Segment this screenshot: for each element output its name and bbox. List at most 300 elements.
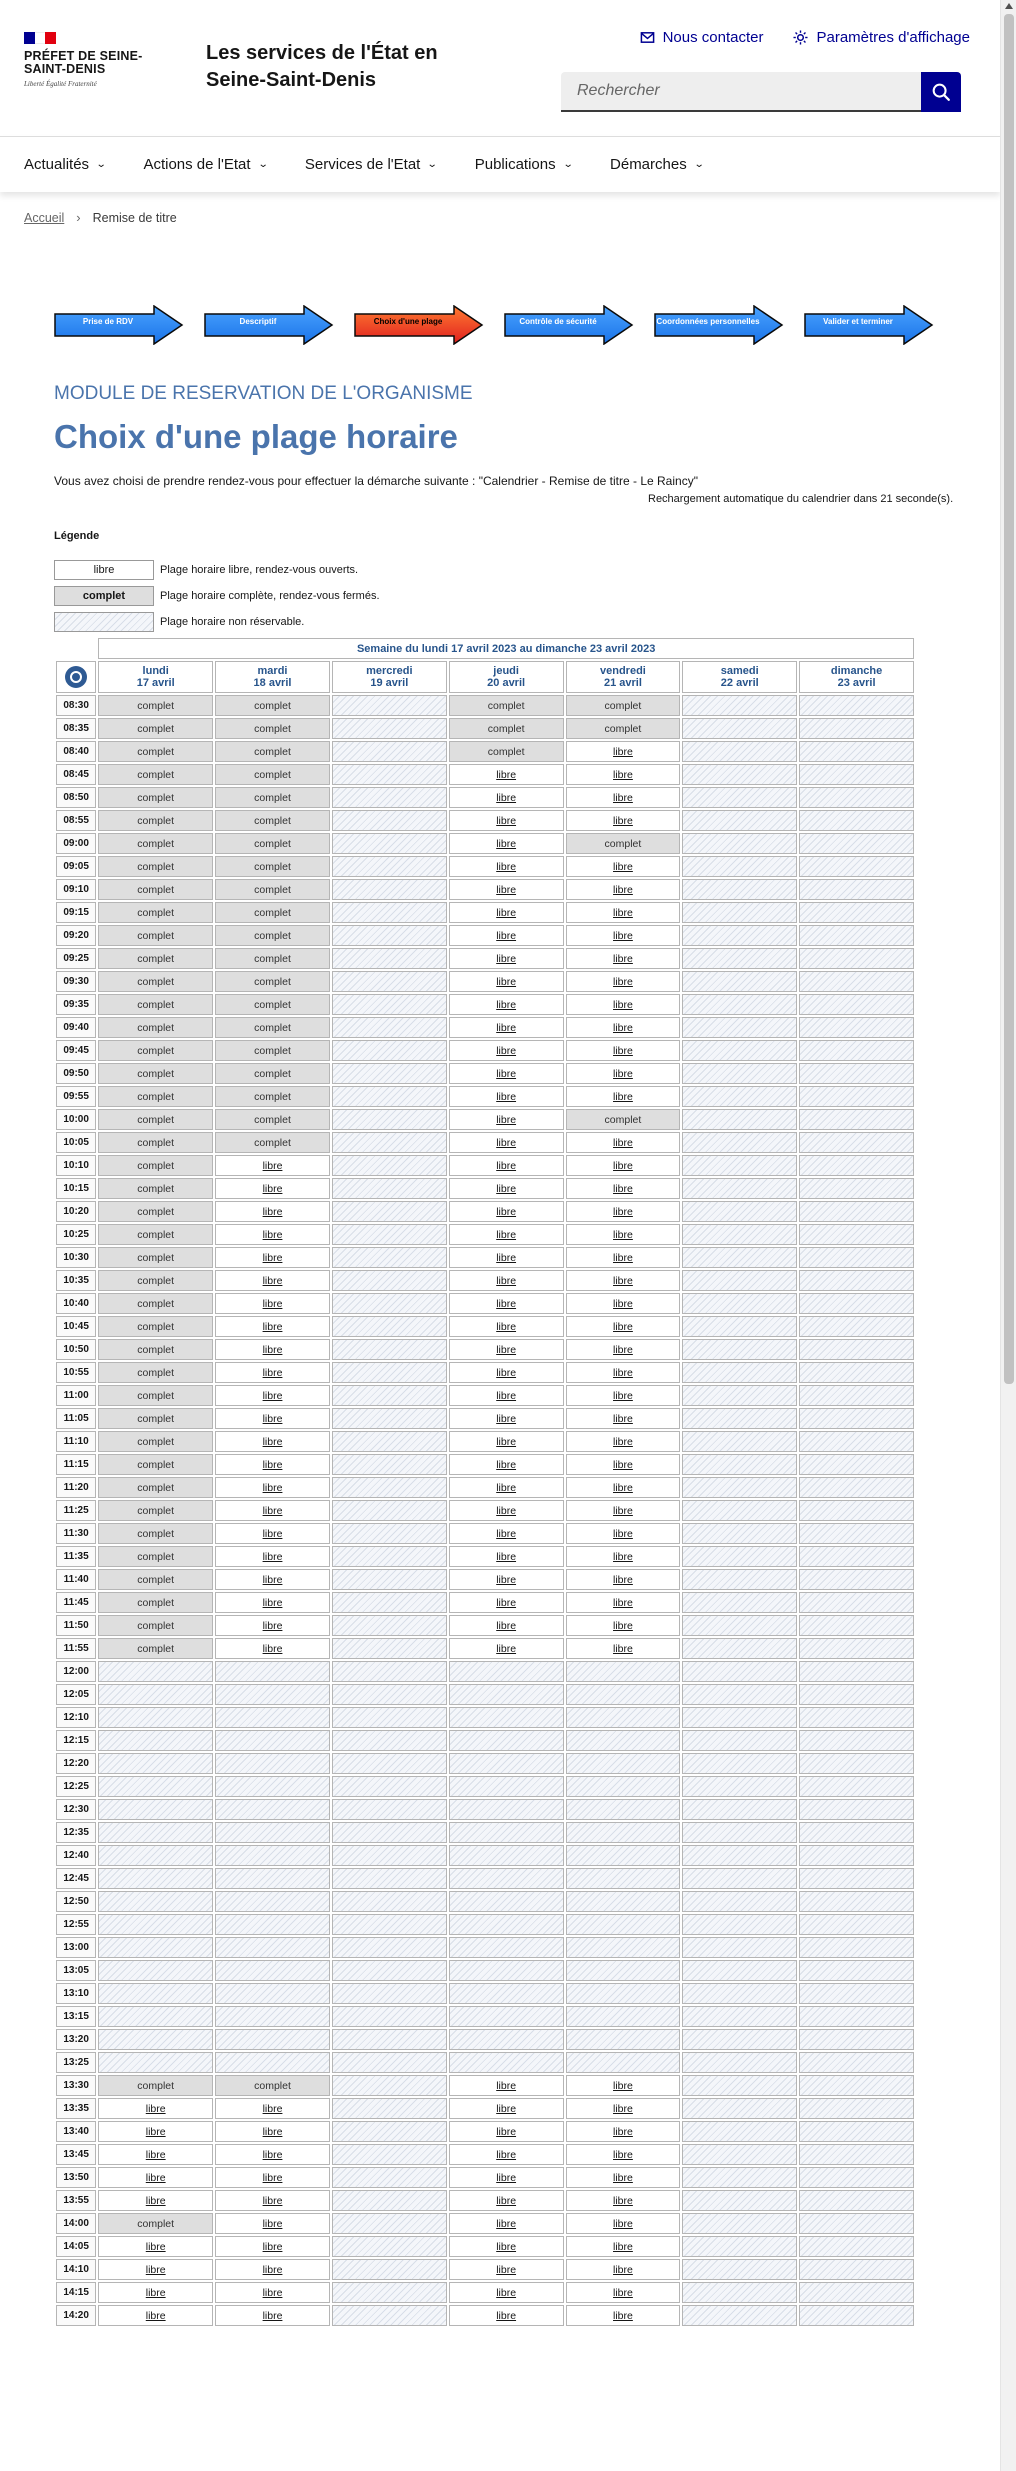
site-title[interactable]: Les services de l'État en Seine-Saint-Denis [206,42,438,91]
slot-libre-link[interactable]: libre [496,1320,517,1333]
slot-libre[interactable] [215,1638,330,1659]
slot-libre-link[interactable]: libre [496,814,517,827]
slot-libre-link[interactable]: libre [496,1550,517,1563]
slot-libre[interactable] [215,2259,330,2280]
slot-libre-link[interactable]: libre [145,2240,166,2253]
step-3[interactable] [504,305,634,345]
slot-libre-link[interactable]: libre [262,1504,283,1517]
slot-libre-link[interactable]: libre [613,1527,633,1540]
slot-libre-link[interactable]: libre [262,2240,283,2253]
slot-libre[interactable] [449,787,564,808]
slot-libre[interactable] [566,1316,681,1337]
slot-libre-link[interactable]: libre [613,1642,633,1655]
slot-libre-link[interactable]: libre [613,2217,633,2230]
slot-libre-link[interactable]: libre [613,1366,633,1379]
slot-libre-link[interactable]: libre [262,1550,283,1563]
slot-libre[interactable] [566,787,681,808]
slot-libre[interactable] [449,1224,564,1245]
slot-libre[interactable] [98,2236,213,2257]
slot-libre-link[interactable]: libre [262,2217,283,2230]
slot-libre-link[interactable]: libre [262,1320,283,1333]
slot-libre-link[interactable]: libre [496,1527,517,1540]
slot-libre-link[interactable]: libre [496,1619,517,1632]
slot-libre[interactable] [566,1178,681,1199]
contact-link[interactable] [640,29,764,46]
slot-libre-link[interactable]: libre [262,2263,283,2276]
slot-libre[interactable] [215,2190,330,2211]
slot-libre[interactable] [449,2259,564,2280]
slot-libre-link[interactable]: libre [262,2148,283,2161]
slot-libre[interactable] [566,1132,681,1153]
slot-libre[interactable] [566,1293,681,1314]
slot-libre[interactable] [566,1224,681,1245]
slot-libre-link[interactable]: libre [262,1527,283,1540]
slot-libre-link[interactable]: libre [613,768,633,781]
slot-libre-link[interactable]: libre [262,1596,283,1609]
slot-libre[interactable] [566,2213,681,2234]
slot-libre[interactable] [449,1546,564,1567]
slot-libre[interactable] [215,2236,330,2257]
slot-libre[interactable] [566,1638,681,1659]
step-2[interactable] [354,305,484,345]
slot-libre-link[interactable]: libre [496,1274,517,1287]
slot-libre[interactable] [215,2121,330,2142]
slot-libre-link[interactable]: libre [496,998,517,1011]
slot-libre[interactable] [566,1408,681,1429]
slot-libre[interactable] [566,1017,681,1038]
slot-libre[interactable] [449,1086,564,1107]
slot-libre-link[interactable]: libre [613,2263,633,2276]
slot-libre-link[interactable]: libre [145,2171,166,2184]
slot-libre-link[interactable]: libre [496,1205,517,1218]
slot-libre[interactable] [98,2190,213,2211]
slot-libre[interactable] [566,1431,681,1452]
slot-libre-link[interactable]: libre [262,1343,283,1356]
slot-libre-link[interactable]: libre [262,1389,283,1402]
slot-libre-link[interactable]: libre [496,929,517,942]
slot-libre-link[interactable]: libre [496,1159,517,1172]
slot-libre-link[interactable]: libre [613,1435,633,1448]
slot-libre-link[interactable]: libre [496,1642,517,1655]
slot-libre-link[interactable]: libre [496,1458,517,1471]
slot-libre-link[interactable]: libre [496,1504,517,1517]
slot-libre[interactable] [566,2305,681,2326]
slot-libre[interactable] [566,1615,681,1636]
slot-libre[interactable] [566,902,681,923]
slot-libre[interactable] [215,1569,330,1590]
slot-libre-link[interactable]: libre [613,929,633,942]
slot-libre-link[interactable]: libre [145,2102,166,2115]
slot-libre[interactable] [566,2098,681,2119]
slot-libre-link[interactable]: libre [262,1205,283,1218]
slot-libre-link[interactable]: libre [262,1458,283,1471]
slot-libre[interactable] [566,948,681,969]
slot-libre-link[interactable]: libre [496,1481,517,1494]
slot-libre[interactable] [566,2282,681,2303]
slot-libre-link[interactable]: libre [613,2171,633,2184]
slot-libre-link[interactable]: libre [262,1182,283,1195]
slot-libre[interactable] [566,1155,681,1176]
slot-libre-link[interactable]: libre [613,1044,633,1057]
slot-libre-link[interactable]: libre [145,2194,166,2207]
slot-libre[interactable] [566,2144,681,2165]
slot-libre-link[interactable]: libre [613,2240,633,2253]
slot-libre-link[interactable]: libre [613,1412,633,1425]
slot-libre[interactable] [566,1086,681,1107]
step-5[interactable] [804,305,934,345]
slot-libre[interactable] [215,1339,330,1360]
slot-libre-link[interactable]: libre [496,2171,517,2184]
slot-libre[interactable] [566,1500,681,1521]
slot-libre[interactable] [566,925,681,946]
slot-libre[interactable] [215,1293,330,1314]
slot-libre[interactable] [215,1362,330,1383]
slot-libre-link[interactable]: libre [496,837,517,850]
slot-libre-link[interactable]: libre [496,1021,517,1034]
slot-libre[interactable] [566,1546,681,1567]
slot-libre-link[interactable]: libre [262,1251,283,1264]
slot-libre-link[interactable]: libre [496,2079,517,2092]
slot-libre-link[interactable]: libre [496,2263,517,2276]
search-button[interactable] [921,72,961,112]
slot-libre-link[interactable]: libre [496,1596,517,1609]
slot-libre-link[interactable]: libre [145,2309,166,2322]
breadcrumb-home-link[interactable]: Accueil [24,210,65,225]
slot-libre-link[interactable]: libre [496,1090,517,1103]
slot-libre[interactable] [449,2167,564,2188]
display-settings-link[interactable] [793,29,970,46]
slot-libre-link[interactable]: libre [496,2217,517,2230]
slot-libre[interactable] [566,1477,681,1498]
slot-libre[interactable] [566,994,681,1015]
slot-libre[interactable] [449,856,564,877]
slot-libre[interactable] [215,1247,330,1268]
slot-libre-link[interactable]: libre [613,1274,633,1287]
slot-libre-link[interactable]: libre [496,1573,517,1586]
slot-libre-link[interactable]: libre [262,2102,283,2115]
slot-libre-link[interactable]: libre [613,2125,633,2138]
slot-libre[interactable] [566,810,681,831]
slot-libre-link[interactable]: libre [262,2286,283,2299]
slot-libre[interactable] [566,741,681,762]
slot-libre[interactable] [449,1063,564,1084]
slot-libre[interactable] [449,1385,564,1406]
slot-libre-link[interactable]: libre [613,1619,633,1632]
slot-libre-link[interactable]: libre [613,2148,633,2161]
slot-libre-link[interactable]: libre [613,1458,633,1471]
prefet-logo[interactable] [24,32,174,88]
slot-libre-link[interactable]: libre [613,1067,633,1080]
slot-libre[interactable] [215,2213,330,2234]
slot-libre[interactable] [449,1316,564,1337]
slot-libre[interactable] [566,1385,681,1406]
slot-libre[interactable] [566,1523,681,1544]
slot-libre-link[interactable]: libre [496,1136,517,1149]
scrollbar-thumb[interactable] [1004,14,1014,1384]
slot-libre[interactable] [449,1362,564,1383]
slot-libre-link[interactable]: libre [262,2125,283,2138]
slot-libre-link[interactable]: libre [496,2286,517,2299]
slot-libre-link[interactable]: libre [613,1320,633,1333]
slot-libre-link[interactable]: libre [145,2286,166,2299]
slot-libre-link[interactable]: libre [613,1596,633,1609]
slot-libre-link[interactable]: libre [613,1297,633,1310]
slot-libre-link[interactable]: libre [262,1481,283,1494]
slot-libre-link[interactable]: libre [613,998,633,1011]
slot-libre-link[interactable]: libre [613,2286,633,2299]
slot-libre-link[interactable]: libre [262,1366,283,1379]
slot-libre-link[interactable]: libre [496,1251,517,1264]
slot-libre-link[interactable]: libre [613,975,633,988]
slot-libre[interactable] [215,1155,330,1176]
slot-libre[interactable] [449,1155,564,1176]
slot-libre[interactable] [449,2236,564,2257]
slot-libre[interactable] [449,1523,564,1544]
slot-libre[interactable] [566,1201,681,1222]
slot-libre[interactable] [449,2213,564,2234]
slot-libre[interactable] [215,2305,330,2326]
slot-libre-link[interactable]: libre [613,1251,633,1264]
slot-libre-link[interactable]: libre [145,2125,166,2138]
slot-libre-link[interactable]: libre [262,1642,283,1655]
slot-libre-link[interactable]: libre [613,1550,633,1563]
slot-libre[interactable] [449,2190,564,2211]
slot-libre[interactable] [566,2075,681,2096]
slot-libre[interactable] [566,1454,681,1475]
slot-libre[interactable] [449,1178,564,1199]
slot-libre-link[interactable]: libre [262,2171,283,2184]
slot-libre-link[interactable]: libre [496,2125,517,2138]
nav-item-1[interactable] [143,137,269,192]
slot-libre[interactable] [215,1500,330,1521]
slot-libre-link[interactable]: libre [613,1481,633,1494]
slot-libre-link[interactable]: libre [613,952,633,965]
slot-libre[interactable] [449,1477,564,1498]
slot-libre[interactable] [566,2167,681,2188]
slot-libre[interactable] [566,971,681,992]
slot-libre[interactable] [566,1063,681,1084]
nav-item-0[interactable] [24,137,105,192]
slot-libre-link[interactable]: libre [496,2102,517,2115]
slot-libre[interactable] [566,2259,681,2280]
slot-libre[interactable] [449,1454,564,1475]
slot-libre[interactable] [449,1408,564,1429]
slot-libre[interactable] [215,1431,330,1452]
slot-libre-link[interactable]: libre [145,2263,166,2276]
slot-libre-link[interactable]: libre [262,1573,283,1586]
slot-libre-link[interactable]: libre [613,1228,633,1241]
slot-libre[interactable] [215,1592,330,1613]
slot-libre[interactable] [215,1408,330,1429]
slot-libre-link[interactable]: libre [262,1297,283,1310]
slot-libre[interactable] [449,1293,564,1314]
slot-libre[interactable] [449,1201,564,1222]
step-1[interactable] [204,305,334,345]
slot-libre-link[interactable]: libre [262,1412,283,1425]
nav-item-3[interactable] [475,137,572,192]
slot-libre-link[interactable]: libre [613,860,633,873]
slot-libre-link[interactable]: libre [613,883,633,896]
slot-libre-link[interactable]: libre [496,2148,517,2161]
step-4[interactable] [654,305,784,345]
slot-libre[interactable] [449,925,564,946]
slot-libre[interactable] [449,2121,564,2142]
step-0[interactable] [54,305,184,345]
slot-libre[interactable] [566,1270,681,1291]
slot-libre[interactable] [566,1362,681,1383]
slot-libre-link[interactable]: libre [496,768,517,781]
slot-libre-link[interactable]: libre [613,1343,633,1356]
slot-libre[interactable] [449,1638,564,1659]
slot-libre[interactable] [566,2121,681,2142]
slot-libre[interactable] [215,1316,330,1337]
slot-libre[interactable] [215,2098,330,2119]
slot-libre-link[interactable]: libre [496,2309,517,2322]
slot-libre-link[interactable]: libre [262,2194,283,2207]
slot-libre[interactable] [449,1040,564,1061]
slot-libre[interactable] [449,2305,564,2326]
slot-libre[interactable] [566,764,681,785]
slot-libre-link[interactable]: libre [496,1366,517,1379]
nav-item-4[interactable] [610,137,703,192]
slot-libre[interactable] [449,1615,564,1636]
slot-libre-link[interactable]: libre [496,1067,517,1080]
slot-libre-link[interactable]: libre [262,1159,283,1172]
slot-libre-link[interactable]: libre [262,1228,283,1241]
slot-libre-link[interactable]: libre [613,1159,633,1172]
slot-libre-link[interactable]: libre [496,975,517,988]
slot-libre-link[interactable]: libre [496,1343,517,1356]
slot-libre-link[interactable]: libre [496,883,517,896]
slot-libre-link[interactable]: libre [262,1619,283,1632]
slot-libre[interactable] [98,2098,213,2119]
scroll-up-arrow-icon[interactable] [1005,3,1013,9]
nav-item-2[interactable] [305,137,437,192]
slot-libre-link[interactable]: libre [613,1389,633,1402]
slot-libre-link[interactable]: libre [613,1136,633,1149]
slot-libre[interactable] [215,2167,330,2188]
slot-libre[interactable] [449,1569,564,1590]
slot-libre-link[interactable]: libre [262,2309,283,2322]
slot-libre[interactable] [449,1109,564,1130]
slot-libre[interactable] [449,2098,564,2119]
slot-libre[interactable] [566,1569,681,1590]
slot-libre-link[interactable]: libre [496,1435,517,1448]
slot-libre[interactable] [215,1270,330,1291]
slot-libre-link[interactable]: libre [613,1205,633,1218]
slot-libre-link[interactable]: libre [496,1113,517,1126]
slot-libre[interactable] [98,2121,213,2142]
slot-libre-link[interactable]: libre [613,2079,633,2092]
slot-libre-link[interactable]: libre [145,2148,166,2161]
slot-libre[interactable] [566,856,681,877]
slot-libre[interactable] [215,1224,330,1245]
slot-libre-link[interactable]: libre [613,745,633,758]
slot-libre-link[interactable]: libre [613,2309,633,2322]
slot-libre[interactable] [98,2282,213,2303]
slot-libre[interactable] [449,1592,564,1613]
slot-libre-link[interactable]: libre [496,1389,517,1402]
slot-libre[interactable] [449,833,564,854]
slot-libre[interactable] [449,902,564,923]
slot-libre-link[interactable]: libre [613,906,633,919]
slot-libre[interactable] [215,1385,330,1406]
slot-libre-link[interactable]: libre [496,2194,517,2207]
slot-libre[interactable] [449,764,564,785]
slot-libre[interactable] [449,2144,564,2165]
slot-libre-link[interactable]: libre [496,952,517,965]
slot-libre[interactable] [215,1546,330,1567]
slot-libre[interactable] [449,1270,564,1291]
slot-libre[interactable] [449,948,564,969]
slot-libre-link[interactable]: libre [613,1573,633,1586]
slot-libre[interactable] [566,1040,681,1061]
slot-libre[interactable] [449,2075,564,2096]
slot-libre[interactable] [449,879,564,900]
calendar-nav-cell[interactable] [56,661,96,693]
search-input[interactable] [561,72,921,112]
slot-libre[interactable] [215,2282,330,2303]
slot-libre[interactable] [215,1454,330,1475]
slot-libre[interactable] [215,1477,330,1498]
page-scrollbar[interactable] [1000,0,1016,2471]
slot-libre-link[interactable]: libre [613,1504,633,1517]
slot-libre[interactable] [98,2167,213,2188]
slot-libre-link[interactable]: libre [613,2102,633,2115]
slot-libre[interactable] [566,1247,681,1268]
slot-libre[interactable] [98,2305,213,2326]
slot-libre[interactable] [566,1339,681,1360]
slot-libre-link[interactable]: libre [496,1297,517,1310]
slot-libre[interactable] [449,1431,564,1452]
slot-libre-link[interactable]: libre [496,1228,517,1241]
slot-libre-link[interactable]: libre [496,1182,517,1195]
slot-libre-link[interactable]: libre [496,906,517,919]
slot-libre[interactable] [215,1615,330,1636]
slot-libre[interactable] [449,1132,564,1153]
slot-libre[interactable] [566,1592,681,1613]
slot-libre[interactable] [215,2144,330,2165]
slot-libre[interactable] [215,1178,330,1199]
slot-libre-link[interactable]: libre [496,2240,517,2253]
slot-libre[interactable] [215,1201,330,1222]
slot-libre[interactable] [566,879,681,900]
slot-libre[interactable] [215,1523,330,1544]
slot-libre[interactable] [566,2190,681,2211]
slot-libre-link[interactable]: libre [613,1090,633,1103]
slot-libre-link[interactable]: libre [613,791,633,804]
slot-libre-link[interactable]: libre [613,1182,633,1195]
slot-libre-link[interactable]: libre [613,1021,633,1034]
slot-libre-link[interactable]: libre [613,814,633,827]
slot-libre[interactable] [449,1017,564,1038]
slot-libre[interactable] [98,2259,213,2280]
slot-libre-link[interactable]: libre [613,2194,633,2207]
slot-libre-link[interactable]: libre [496,1044,517,1057]
refresh-calendar-icon[interactable] [65,666,87,688]
slot-libre[interactable] [449,994,564,1015]
slot-libre-link[interactable]: libre [262,1435,283,1448]
slot-libre[interactable] [449,971,564,992]
slot-libre[interactable] [449,2282,564,2303]
slot-libre[interactable] [449,1339,564,1360]
slot-libre-link[interactable]: libre [496,1412,517,1425]
slot-libre-link[interactable]: libre [496,791,517,804]
slot-libre[interactable] [98,2144,213,2165]
slot-libre[interactable] [566,2236,681,2257]
slot-libre[interactable] [449,810,564,831]
slot-libre[interactable] [449,1500,564,1521]
